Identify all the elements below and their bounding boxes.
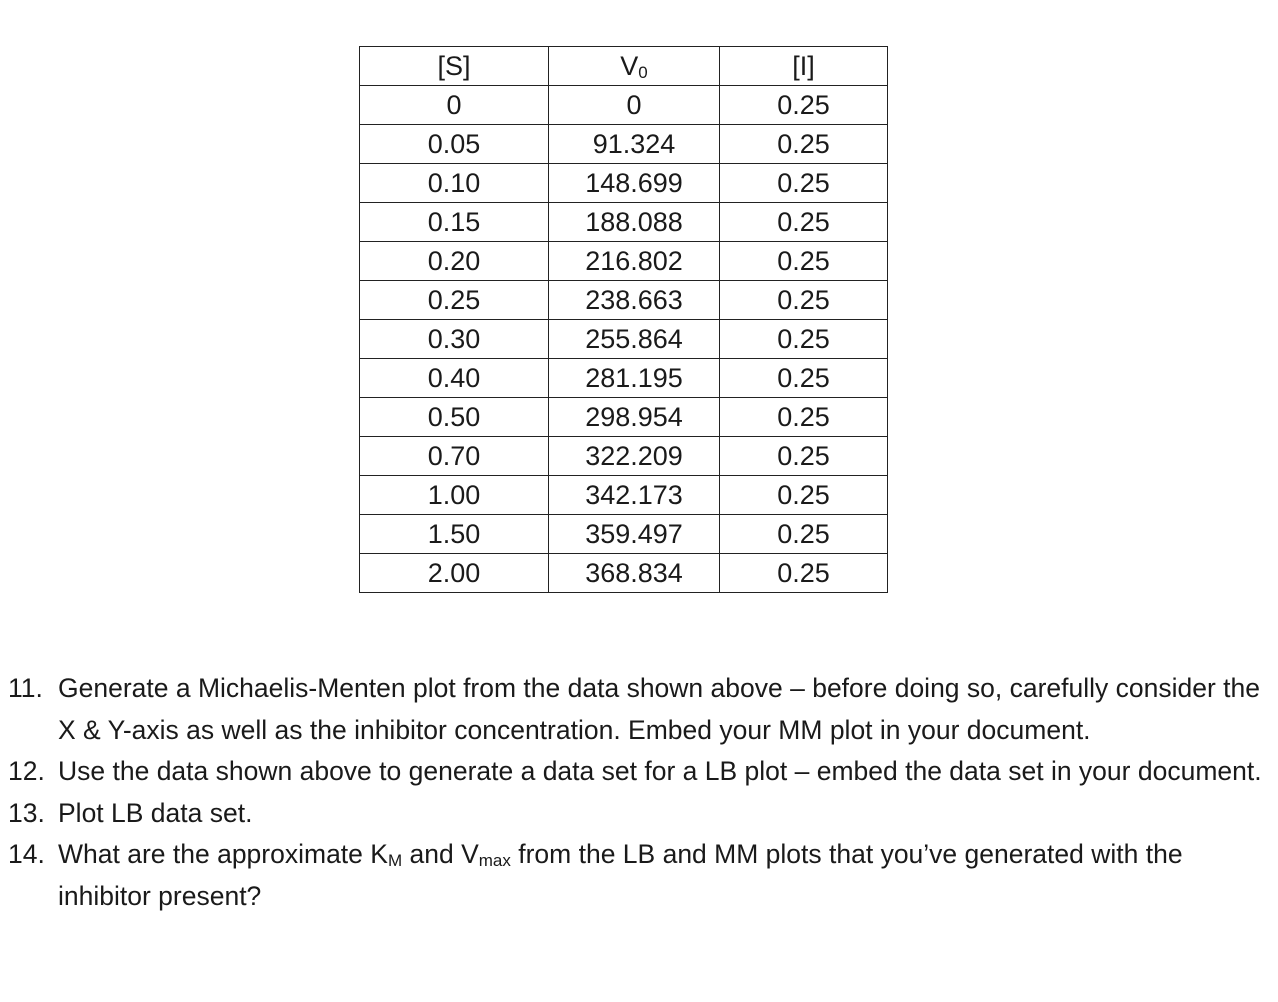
cell-substrate: 0.50 xyxy=(360,398,549,437)
cell-inhibitor: 0.25 xyxy=(720,203,888,242)
cell-velocity: 238.663 xyxy=(549,281,720,320)
header-initial-velocity xyxy=(549,47,720,86)
cell-inhibitor: 0.25 xyxy=(720,359,888,398)
table-row xyxy=(360,554,888,593)
cell-velocity: 281.195 xyxy=(549,359,720,398)
cell-velocity: 188.088 xyxy=(549,203,720,242)
table-row xyxy=(360,86,888,125)
question-11 xyxy=(8,668,1270,751)
cell-substrate: 0.10 xyxy=(360,164,549,203)
cell-inhibitor: 0.25 xyxy=(720,554,888,593)
cell-inhibitor: 0.25 xyxy=(720,515,888,554)
question-number: 12. xyxy=(8,756,45,786)
cell-substrate: 0.70 xyxy=(360,437,549,476)
header-inhibitor-concentration: [I] xyxy=(720,47,888,86)
header-v-sub: 0 xyxy=(638,63,648,82)
cell-velocity: 148.699 xyxy=(549,164,720,203)
question-14 xyxy=(8,834,1270,917)
cell-velocity: 322.209 xyxy=(549,437,720,476)
cell-velocity: 359.497 xyxy=(549,515,720,554)
cell-substrate: 0 xyxy=(360,86,549,125)
table-row xyxy=(360,203,888,242)
cell-inhibitor: 0.25 xyxy=(720,281,888,320)
table-body xyxy=(360,86,888,593)
table-row xyxy=(360,125,888,164)
table-row xyxy=(360,320,888,359)
cell-inhibitor: 0.25 xyxy=(720,476,888,515)
cell-substrate: 0.25 xyxy=(360,281,549,320)
cell-substrate: 0.40 xyxy=(360,359,549,398)
cell-velocity: 342.173 xyxy=(549,476,720,515)
cell-velocity: 255.864 xyxy=(549,320,720,359)
table-row xyxy=(360,515,888,554)
table-row xyxy=(360,242,888,281)
question-text: Use the data shown above to generate a data set for a LB plot – embed the data set in your document. xyxy=(58,756,1262,786)
table-row xyxy=(360,437,888,476)
cell-inhibitor: 0.25 xyxy=(720,437,888,476)
kinetics-data-table xyxy=(359,46,888,593)
question-12 xyxy=(8,751,1270,793)
cell-substrate: 0.05 xyxy=(360,125,549,164)
question-number: 11. xyxy=(8,673,43,703)
question-text: Plot LB data set. xyxy=(58,797,253,828)
vmax-subscript: max xyxy=(478,851,511,870)
question-text-part1: What are the approximate K xyxy=(58,839,388,869)
km-subscript: M xyxy=(387,851,403,870)
cell-substrate: 1.50 xyxy=(360,515,549,554)
question-13 xyxy=(8,793,1270,835)
question-text: Generate a Michaelis-Menten plot from the data shown above – before doing so, carefully consider the X & Y-axis as well as the inhibitor concentration. Embed your MM plot in your document. xyxy=(58,673,1261,745)
question-text-part2: and V xyxy=(402,839,479,869)
cell-velocity: 368.834 xyxy=(549,554,720,593)
cell-inhibitor: 0.25 xyxy=(720,125,888,164)
header-substrate-concentration: [S] xyxy=(360,47,549,86)
table-row xyxy=(360,476,888,515)
question-text-part3: from the LB and MM plots that you’ve generated with the inhibitor present? xyxy=(58,839,1183,911)
question-number: 14. xyxy=(8,839,45,869)
table-row xyxy=(360,398,888,437)
table-header-row xyxy=(360,47,888,86)
table-row xyxy=(360,281,888,320)
cell-velocity: 91.324 xyxy=(549,125,720,164)
cell-substrate: 0.15 xyxy=(360,203,549,242)
cell-inhibitor: 0.25 xyxy=(720,320,888,359)
questions-list xyxy=(8,668,1270,917)
table-row xyxy=(360,359,888,398)
cell-inhibitor: 0.25 xyxy=(720,86,888,125)
cell-substrate: 2.00 xyxy=(360,554,549,593)
cell-inhibitor: 0.25 xyxy=(720,398,888,437)
header-v-main: V xyxy=(620,51,639,81)
cell-velocity: 216.802 xyxy=(549,242,720,281)
cell-inhibitor: 0.25 xyxy=(720,164,888,203)
table-row xyxy=(360,164,888,203)
cell-substrate: 0.30 xyxy=(360,320,549,359)
cell-velocity: 298.954 xyxy=(549,398,720,437)
cell-inhibitor: 0.25 xyxy=(720,242,888,281)
cell-substrate: 0.20 xyxy=(360,242,549,281)
question-text xyxy=(58,834,1270,917)
cell-substrate: 1.00 xyxy=(360,476,549,515)
cell-velocity: 0 xyxy=(549,86,720,125)
question-number: 13. xyxy=(8,797,45,828)
